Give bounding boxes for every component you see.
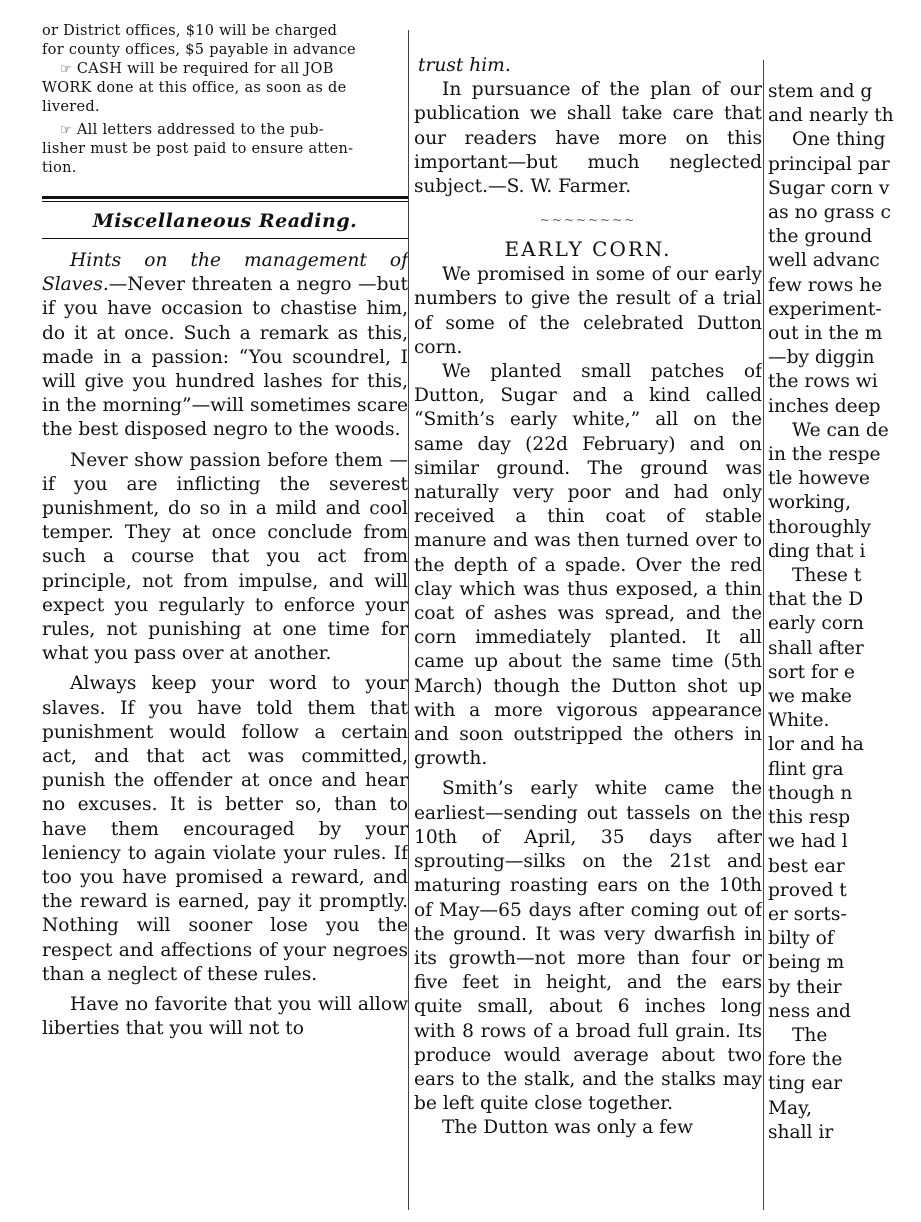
- column-3-line: These t: [792, 565, 862, 587]
- column-3-line: early corn: [768, 613, 864, 635]
- column-3-line: few rows he: [768, 274, 883, 296]
- paragraph-no-favorite: Have no favorite that you will allow liberties that you will not to: [42, 994, 408, 1040]
- column-3-line: ting ear: [768, 1073, 843, 1095]
- column-divider-2: [763, 60, 764, 1210]
- column-3-line: Sugar corn v: [768, 177, 890, 199]
- section-rule: [42, 238, 408, 239]
- column-3-line: May,: [768, 1097, 813, 1119]
- column-3-line: working,: [768, 492, 852, 514]
- column-3-line: the rows wi: [768, 371, 878, 393]
- notice-line: ☞ All letters addressed to the pub-: [60, 122, 324, 138]
- column-3-line: best ear: [768, 855, 845, 877]
- notice-line: lisher must be post paid to ensure atten-: [42, 141, 354, 157]
- column-3-line: that the D: [768, 589, 864, 611]
- continued-line: trust him.: [418, 55, 511, 76]
- column-3-line: lor and ha: [768, 734, 864, 756]
- paragraph-planted: We planted small patches of Dutton, Sugar and a kind called “Smith’s early white,” all on the same day (22d February) and on similar ground. The ground was naturally very poor and had only received a thin coat of stable manure and was then turned over to the depth of a spade. Over the red clay which was thus exposed, a thin coat of ashes was spread, and the corn immediately planted. It all came up about the same time (5th March) though the Dutton shot up with a more vigorous appearance and soon outstripped the others in growth.: [414, 361, 762, 770]
- column-2: [414, 0, 762, 1141]
- paragraph-dutton: The Dutton was only a few: [442, 1117, 693, 1139]
- column-3-line: fore the: [768, 1049, 843, 1071]
- column-3-line: sort for e: [768, 661, 855, 683]
- notice-line: or District offices, $10 will be charged: [42, 23, 338, 39]
- column-3-line: the ground: [768, 226, 873, 248]
- header-rule-thick: [42, 196, 408, 199]
- column-3-line: we had l: [768, 831, 848, 853]
- column-3-lines: [768, 80, 921, 1145]
- column-3-line: as no grass c: [768, 202, 891, 224]
- paragraph-hints: Hints on the management of Slaves.—Never threaten a negro —but if you have occasion to chastise him, do it at once. Such a remark as this, made in a passion: “You scoundrel, I will give you hundred lashes for this, in the morning”—will sometimes scare the best disposed negro to the woods.: [42, 250, 408, 441]
- column-3-line: bilty of: [768, 928, 834, 950]
- article-title: EARLY CORN.: [504, 237, 672, 262]
- column-3-line: out in the m: [768, 323, 883, 345]
- column-3-line: we make: [768, 686, 852, 708]
- column-1: [42, 0, 408, 1042]
- paragraph-smiths: Smith’s early white came the earliest—sending out tassels on the 10th of April, 35 days after sprouting—silks on the 21st and maturing roasting ears on the 10th of May—65 days after coming out of the ground. It was very dwarfish in its growth—not more than four or five feet in height, and the ears quite small, about 6 inches long with 8 rows of a broad full grain. Its produce would average about two ears to the stalk, and the stalks may be left quite close together.: [414, 778, 762, 1115]
- column-3-line: shall after: [768, 637, 864, 659]
- notice-line: livered.: [42, 99, 100, 115]
- pointing-hand-icon: ☞: [60, 123, 72, 138]
- notice-line: tion.: [42, 160, 77, 176]
- column-3-line: The: [792, 1024, 828, 1046]
- column-3-line: tle howeve: [768, 468, 870, 490]
- column-3-line: White.: [768, 710, 830, 732]
- column-3-line: this resp: [768, 807, 851, 829]
- column-3-line: er sorts-: [768, 903, 847, 925]
- column-3-line: in the respe: [768, 444, 881, 466]
- header-rule-thin: [42, 201, 408, 202]
- decorative-rule: ~~~~~~~~: [539, 213, 637, 228]
- column-3-line: stem and g: [768, 81, 873, 102]
- notice-line: ☞ CASH will be required for all JOB: [60, 61, 334, 77]
- column-3-line: flint gra: [768, 758, 844, 780]
- column-3-line: —by diggin: [768, 347, 875, 369]
- column-3-line: proved t: [768, 879, 847, 901]
- column-3-line: though n: [768, 782, 853, 804]
- column-3-line: by their: [768, 976, 842, 998]
- column-3-line: ding that i: [768, 540, 866, 562]
- section-title: Miscellaneous Reading.: [92, 210, 358, 232]
- column-3-line: inches deep: [768, 395, 881, 417]
- column-3-line: and nearly th: [768, 105, 894, 127]
- paragraph-pursuance: In pursuance of the plan of our publication we shall take care that our readers have more on this important—but much neglected subject.—S. W. Farmer.: [414, 79, 762, 198]
- column-3-line: well advanc: [768, 250, 880, 272]
- notice-line: WORK done at this office, as soon as de: [42, 80, 347, 96]
- paragraph-promised: We promised in some of our early numbers to give the result of a trial of some of the celebrated Dutton corn.: [414, 264, 762, 358]
- notice-line: for county offices, $5 payable in advance: [42, 42, 356, 58]
- column-3-line: We can de: [792, 419, 889, 441]
- column-3: [768, 0, 921, 1145]
- column-3-line: being m: [768, 952, 845, 974]
- column-3-line: experiment-: [768, 298, 882, 320]
- paragraph-keep-word: Always keep your word to your slaves. If you have told them that punishment would follow a certain act, and that act was committed, punish the offender at once and hear no excuses. It is better so, than to have them encouraged by your leniency to again violate your rules. If too you have promised a reward, and the reward is earned, pay it promptly. Nothing will sooner lose you the respect and affections of your negroes than a neglect of these rules.: [42, 673, 408, 985]
- column-divider-1: [408, 30, 409, 1210]
- column-3-line: ness and: [768, 1000, 851, 1022]
- column-3-line: thoroughly: [768, 516, 872, 538]
- paragraph-passion: Never show passion before them —if you are inflicting the severest punishment, do so in a mild and cool temper. They at once conclude from such a course that you act from principle, not from impulse, and will expect you regularly to enforce your rules, not punishing at one time for what you pass over at another.: [42, 449, 408, 665]
- pointing-hand-icon: ☞: [60, 62, 72, 77]
- column-3-line: shall ir: [768, 1121, 834, 1143]
- column-3-line: principal par: [768, 153, 890, 175]
- column-3-line: One thing: [792, 129, 886, 151]
- notice-block: [42, 22, 408, 178]
